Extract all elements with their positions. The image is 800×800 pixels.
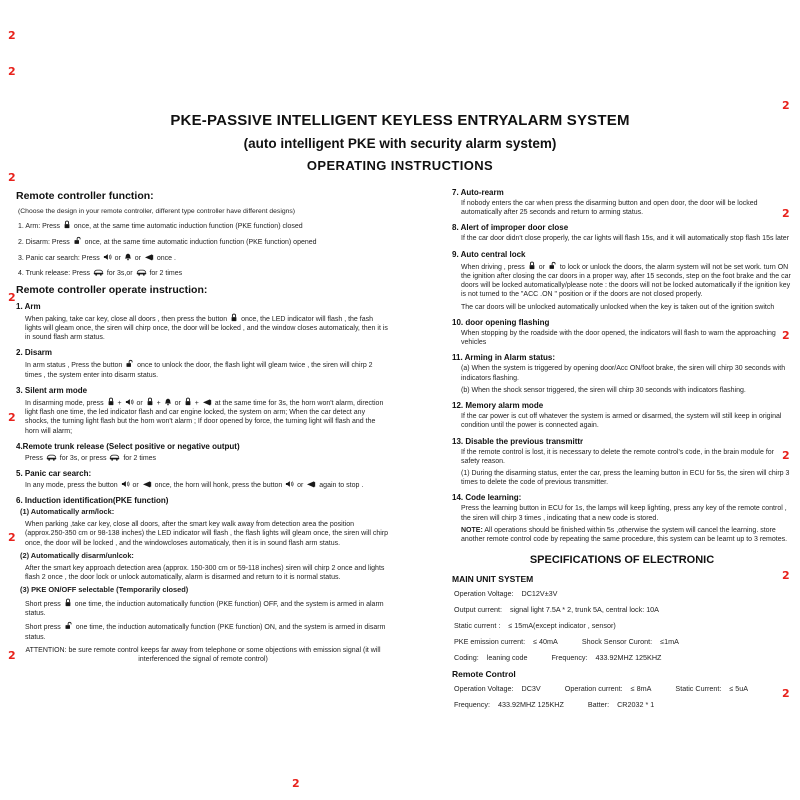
paragraph: Press for 3s, or press for 2 times	[25, 454, 157, 462]
spec-item	[454, 684, 541, 693]
spec-item	[454, 621, 616, 630]
paragraph: When parking ,take car key, close all doors, after the smart key walk away from detection area the position (approx.250-350 cm or 98-138 inches) the LED indicator will flash , the flash lights will gleam once, the siren will chirp once, the door will be locked , and the windowcloses automaticaly, then it is in sound flash arm status.	[25, 521, 389, 547]
red-stamp: 2	[292, 777, 300, 790]
red-stamp: 2	[782, 569, 790, 582]
list-item: 3. Panic car search: Press or or once .	[18, 254, 176, 262]
spec-row	[454, 589, 792, 598]
trunk-icon	[109, 453, 120, 461]
red-stamp: 2	[782, 99, 790, 112]
spec-group-title: MAIN UNIT SYSTEM	[452, 574, 534, 585]
horn-icon	[285, 480, 294, 488]
spec-label: Frequency:	[551, 653, 588, 663]
spec-value: DC12V±3V	[521, 589, 558, 599]
section-title: 10. door opening flashing	[452, 317, 550, 327]
spec-row	[454, 637, 792, 646]
unlock-icon	[73, 236, 82, 245]
paragraph: When driving , press or to lock or unlock the doors, the alarm system will not be set work. turn ON the ignition after closing the car doors in a proper way, after 15 seconds, step on the foot brake and the car doors will be locked automatically/please note : the doors will not be locked automatically if the ignition key is not turned to the "ACC .ON " position or if the doors are not closed properly.	[461, 261, 792, 300]
unlock-icon	[64, 621, 73, 630]
paragraph: If nobody enters the car when press the disarming button and open door, the door will be locked automatically after 25 seconds and return to arming status.	[461, 200, 758, 217]
red-stamp: 2	[8, 171, 16, 184]
paragraph: (1) During the disarming status, enter the car, press the learning button in ECU for 5s, the siren will chirp 3 times to delete the code of previous transmitter.	[461, 469, 790, 487]
bold-label: NOTE:	[461, 526, 483, 534]
spec-item	[454, 700, 564, 709]
paragraph: In arm status , Press the button once to unlock the door, the flash light will gleam twice , the siren will chirp 2 times , the system enter into disarm status.	[25, 359, 390, 379]
section	[452, 437, 792, 488]
right-column	[452, 188, 792, 716]
red-stamp: 2	[8, 411, 16, 424]
left-column	[16, 188, 390, 670]
spec-value: ≤ 15mA(except indicator , sensor)	[508, 621, 616, 631]
trumpet-icon	[306, 480, 316, 488]
spec-label: Static current :	[454, 621, 501, 631]
paragraph: If the car door didn't close properly, the car lights will flash 15s, and it will automatically stop flash 15s later	[461, 235, 790, 243]
spec-label: Shock Sensor Curont:	[581, 637, 653, 647]
page-heading: OPERATING INSTRUCTIONS	[306, 158, 494, 173]
section-title: 11. Arming in Alarm status:	[452, 353, 555, 363]
spec-item	[675, 684, 748, 693]
spec-value: DC3V	[521, 684, 541, 694]
spec-item	[454, 605, 659, 614]
specifications-title: SPECIFICATIONS OF ELECTRONIC	[529, 554, 715, 567]
section	[452, 401, 792, 430]
spec-item	[582, 637, 679, 646]
list-item: 4. Trunk release: Press for 3s,or for 2 times	[18, 270, 183, 278]
section-title: 13. Disable the previous transmittr	[452, 436, 584, 446]
paragraph: (b) When the shock sensor triggered, the siren will chirp 30 seconds with indicators flashing.	[461, 386, 746, 394]
spec-value: ≤ 8mA	[630, 684, 652, 694]
section-title: 8. Alert of improper door close	[452, 223, 569, 233]
column-heading: Remote controller function:	[16, 190, 154, 202]
spec-label: Static Current:	[675, 684, 722, 694]
paragraph: In any mode, press the button or once, the horn will honk, press the button or again to stop .	[25, 482, 364, 490]
spec-row	[454, 700, 792, 709]
spec-value: 433.92MHZ 125KHZ	[595, 653, 662, 663]
note-text: (Choose the design in your remote controller, different type controller have different designs)	[18, 208, 296, 215]
spec-row	[454, 605, 792, 614]
lock-icon	[184, 397, 192, 406]
lock-icon	[63, 220, 71, 229]
section-title: 1. Arm	[16, 301, 41, 311]
red-stamp: 2	[782, 687, 790, 700]
paragraph: (a) When the system is triggered by opening door/Acc ON/foot brake, the siren will chirp 30 seconds with indicators flashing.	[461, 365, 786, 382]
section	[16, 302, 390, 343]
spec-value: ≤ 40mA	[533, 637, 558, 647]
paragraph: Press the learning button in ECU for 1s, the lamps will keep lighting, press any key of the remote control , the siren will chirp 3 times , indicating that a new code is stored.	[461, 505, 787, 522]
bell-icon	[164, 398, 172, 406]
red-stamp: 2	[782, 329, 790, 342]
unlock-icon	[125, 359, 134, 368]
section-title: 7. Auto-rearm	[452, 188, 504, 197]
trumpet-icon	[202, 398, 212, 406]
red-stamp: 2	[8, 65, 16, 78]
spec-item	[552, 653, 662, 662]
spec-item	[454, 653, 528, 662]
section-title: 6. Induction identification(PKE function)	[16, 496, 169, 506]
red-stamp: 2	[8, 291, 16, 304]
red-stamp: 2	[8, 649, 16, 662]
section-title: 3. Silent arm mode	[16, 385, 88, 395]
section	[16, 386, 390, 436]
spec-label: Batter:	[587, 700, 610, 710]
section	[16, 442, 390, 463]
spec-label: Frequency:	[454, 700, 490, 710]
page-title: PKE-PASSIVE INTELLIGENT KEYLESS ENTRYALARM SYSTEM	[170, 112, 630, 129]
lock-icon	[64, 598, 72, 607]
column-heading: Remote controller operate instruction:	[16, 283, 208, 296]
spec-value: leaning code	[486, 653, 528, 663]
red-stamp: 2	[8, 29, 16, 42]
section	[16, 496, 390, 664]
section	[452, 353, 792, 395]
lock-icon	[146, 397, 154, 406]
lock-icon	[230, 313, 238, 322]
section-title: 4.Remote trunk release (Select positive or negative output)	[16, 441, 240, 451]
spec-value: signal light 7.5A * 2, trunk 5A, central lock: 10A	[509, 605, 659, 615]
paragraph: ATTENTION: be sure remote control keeps far away from telephone or some objections with emission signal (it will interferenced the signal of remote control)	[25, 646, 381, 663]
red-stamp: 2	[782, 449, 790, 462]
spec-label: PKE emission current:	[454, 637, 526, 647]
spec-group-title: Remote Control	[452, 669, 516, 680]
spec-row	[454, 684, 792, 693]
section	[452, 250, 792, 312]
horn-icon	[103, 253, 112, 261]
spec-label: Output current:	[454, 605, 502, 615]
spec-label: Operation Voltage:	[454, 684, 514, 694]
paragraph: After the smart key approach detection area (approx. 150-300 cm or 59-118 inches) siren will chirp 2 once and lights flash 2 once , the door lock or unlock automatically, alarm is disarmed and return to it is normal status.	[25, 564, 385, 581]
section	[16, 469, 390, 490]
sub-heading: (2) Automatically disarm/unlcok:	[20, 550, 134, 560]
paragraph: If the remote control is lost, it is necessary to delete the remote control's code, in the brain module for safety reason.	[461, 448, 774, 465]
paragraph: Short press one time, the induction automatically function (PKE function) ON, and the system is armed in disarm status.	[25, 621, 390, 641]
list-item: 1. Arm: Press once, at the same time automatic induction function (PKE function) closed	[18, 220, 390, 231]
section	[452, 318, 792, 347]
lock-icon	[107, 397, 115, 406]
red-stamp: 2	[8, 531, 16, 544]
section	[452, 188, 792, 220]
spec-item	[588, 700, 654, 709]
document-header	[0, 112, 800, 173]
lock-icon	[528, 261, 536, 270]
spec-item	[454, 589, 557, 598]
paragraph: Short press one time, the induction automatically function (PKE function) OFF, and the system is armed in alarm status.	[25, 598, 390, 618]
spec-row	[454, 621, 792, 630]
section	[16, 348, 390, 379]
paragraph: If the car power is cut off whatever the system is armed or disarmed, the system will still keep in original condition until the power is connected again.	[461, 413, 782, 430]
paragraph: In disarming mode, press + or + or + at the same time for 3s, the horn won't alarm, direction light flash one time, the led indicator flash and car engine locked, the system on arm; When the car detect any shocks, the turning light flash but the horn won't alarm ; If door opened by force, the turning light will flash and the horn will alarm;	[25, 397, 390, 436]
spec-value: CR2032 * 1	[617, 700, 655, 710]
unlock-icon	[548, 261, 557, 270]
page-subtitle: (auto intelligent PKE with security alarm system)	[243, 136, 557, 151]
spec-item	[565, 684, 652, 693]
spec-row	[454, 653, 792, 662]
paragraph: When stopping by the roadside with the door opened, the indicators will flash to warn the approaching vehicles	[461, 329, 776, 347]
horn-icon	[121, 480, 130, 488]
horn-icon	[125, 398, 134, 406]
red-stamp: 2	[782, 207, 790, 220]
sub-heading: (3) PKE ON/OFF selectable (Temporarily closed)	[20, 585, 189, 595]
paragraph: When paking, take car key, close all doors , then press the button once, the LED indicator will flash , the fash lights will gleam once, the siren will chirp once, the door will be locked , and the window closes automaticaly, then it is in sound flash arm status.	[25, 313, 390, 343]
trunk-icon	[93, 268, 104, 276]
bell-icon	[124, 253, 132, 261]
spec-label: Coding:	[454, 653, 479, 663]
spec-label: Operation Voltage:	[454, 589, 514, 599]
section-title: 12. Memory alarm mode	[452, 401, 544, 411]
section-title: 14. Code learning:	[452, 493, 522, 503]
paragraph: The car doors will be unlocked automatically unlocked when the key is taken out of the ignition switch	[461, 303, 775, 311]
section-title: 5. Panic car search:	[16, 469, 92, 479]
sub-heading: (1) Automatically arm/lock:	[20, 507, 115, 517]
list-item: 2. Disarm: Press once, at the same time automatic induction function (PKE function) opened	[18, 236, 390, 247]
spec-item	[454, 637, 558, 646]
trumpet-icon	[144, 253, 154, 261]
paragraph: NOTE: All operations should be finished within 5s ,otherwise the system will cancel the learning. store another remote control code by repeating the same procedure, this system can be learnt up to 3 remotes.	[461, 526, 788, 544]
section-title: 9. Auto central lock	[452, 249, 526, 259]
trumpet-icon	[142, 480, 152, 488]
trunk-icon	[46, 453, 57, 461]
spec-value: ≤1mA	[660, 637, 679, 647]
section-title: 2. Disarm	[16, 348, 53, 358]
spec-value: 433.92MHZ 125KHZ	[497, 700, 564, 710]
trunk-icon	[136, 268, 147, 276]
spec-label: Operation current:	[564, 684, 623, 694]
spec-value: ≤ 5uA	[729, 684, 749, 694]
section	[452, 223, 792, 243]
section	[452, 493, 792, 544]
